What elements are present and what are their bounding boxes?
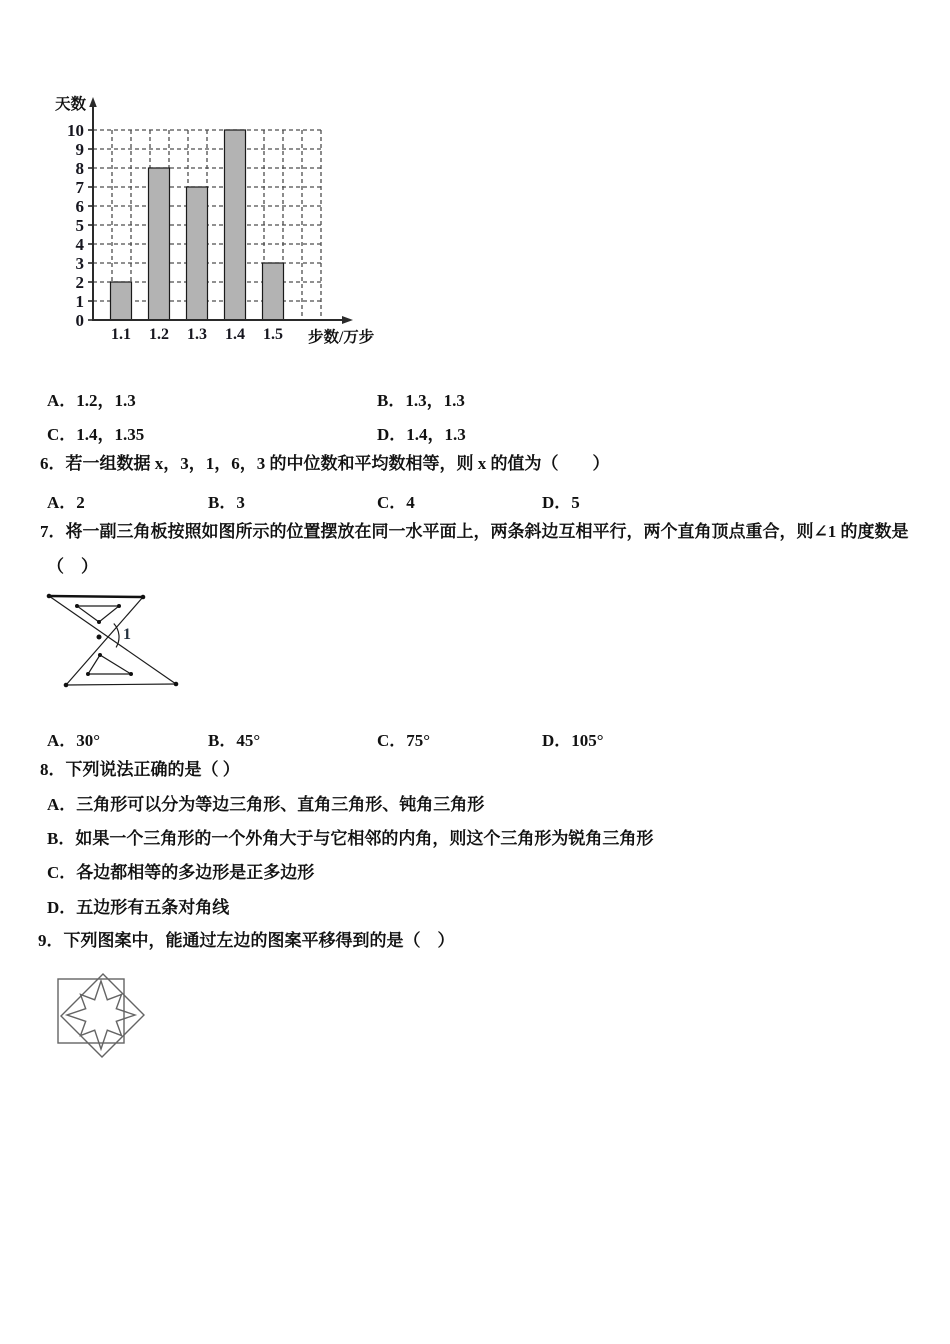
svg-text:5: 5 xyxy=(75,216,84,235)
q6-options-row xyxy=(0,488,950,510)
inner-eight-point-star xyxy=(67,981,135,1049)
bar-chart-figure xyxy=(45,85,390,360)
svg-text:1.5: 1.5 xyxy=(263,326,283,343)
q8-option-a: A．三角形可以分为等边三角形、直角三角形、钝角三角形 xyxy=(47,795,485,814)
q8-text: 8．下列说法正确的是（ ） xyxy=(40,760,240,779)
svg-text:8: 8 xyxy=(75,159,84,178)
q5-option-c: C．1.4，1.35 xyxy=(47,425,145,444)
q6-text: 6．若一组数据 x，3，1，6，3 的中位数和平均数相等，则 x 的值为（ ） xyxy=(40,454,610,473)
q6-option-b: B．3 xyxy=(208,493,245,512)
q5-option-d: D．1.4，1.3 xyxy=(377,425,466,444)
set-squares-figure xyxy=(20,585,205,705)
svg-text:1.4: 1.4 xyxy=(225,326,245,343)
q7-text-line1: 7．将一副三角板按照如图所示的位置摆放在同一水平面上，两条斜边互相平行，两个直角顶点重合，则∠1 的度数是 xyxy=(40,522,909,541)
svg-text:6: 6 xyxy=(75,197,84,216)
q7-option-c: C．75° xyxy=(377,731,431,750)
q8-option-b: B．如果一个三角形的一个外角大于与它相邻的内角，则这个三角形为锐角三角形 xyxy=(47,829,654,848)
chart-x-axis-title: 步数/万步 xyxy=(308,329,375,346)
svg-text:1.1: 1.1 xyxy=(111,326,131,343)
q7-option-b: B．45° xyxy=(208,731,261,750)
svg-text:1: 1 xyxy=(75,292,84,311)
svg-text:2: 2 xyxy=(75,273,84,292)
svg-text:4: 4 xyxy=(75,235,84,254)
q6-option-c: C．4 xyxy=(377,493,415,512)
star-pattern-figure xyxy=(40,958,165,1070)
svg-text:9: 9 xyxy=(75,140,84,159)
q5-options-row-2 xyxy=(0,420,950,442)
svg-text:0: 0 xyxy=(75,311,84,330)
svg-text:1.3: 1.3 xyxy=(187,326,207,343)
q8-option-d: D．五边形有五条对角线 xyxy=(47,898,230,917)
angle-arc xyxy=(114,624,119,648)
angle-1-label: 1 xyxy=(123,626,131,643)
svg-text:7: 7 xyxy=(75,178,84,197)
q7-option-a: A．30° xyxy=(47,731,101,750)
q5-option-a: A．1.2，1.3 xyxy=(47,391,136,410)
svg-text:3: 3 xyxy=(75,254,84,273)
q9-text: 9．下列图案中，能通过左边的图案平移得到的是（ ） xyxy=(38,931,455,950)
q5-option-b: B．1.3，1.3 xyxy=(377,391,465,410)
q6-option-a: A．2 xyxy=(47,493,85,512)
q5-options-row-1 xyxy=(0,386,950,408)
q7-text-line2: （ ） xyxy=(47,557,98,576)
q7-options-row xyxy=(0,726,950,748)
chart-y-axis-title: 天数 xyxy=(55,96,87,113)
svg-text:10: 10 xyxy=(67,121,84,140)
q7-option-d: D．105° xyxy=(542,731,604,750)
svg-text:1.2: 1.2 xyxy=(149,326,169,343)
q8-option-c: C．各边都相等的多边形是正多边形 xyxy=(47,863,315,882)
q6-option-d: D．5 xyxy=(542,493,580,512)
